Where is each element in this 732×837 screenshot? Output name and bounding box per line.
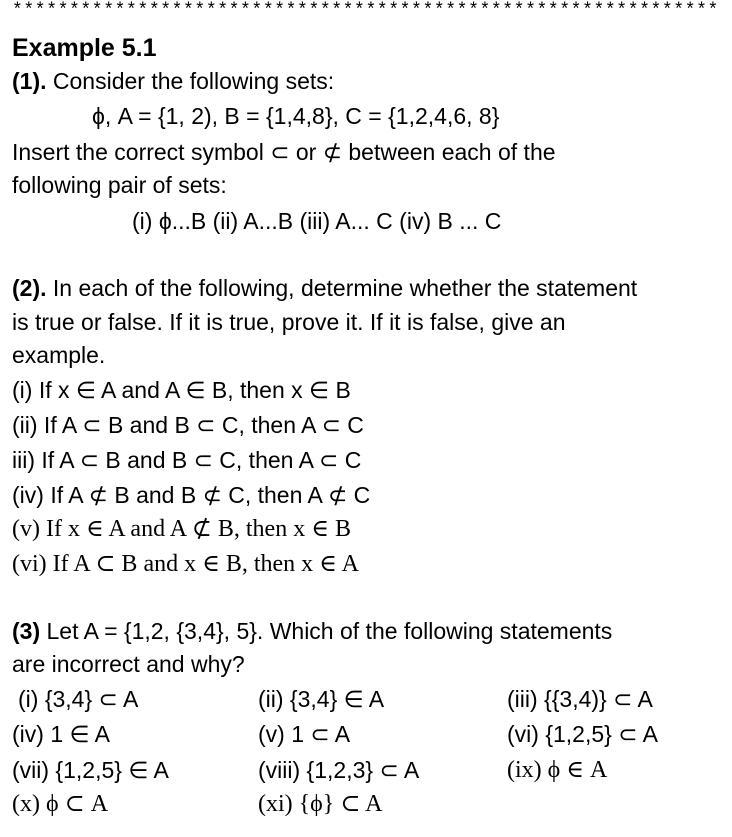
q2-item: (v) If x ∈ A and A ⊄ B, then x ∈ B <box>12 516 351 542</box>
q3-statement: (i) {3,4} ⊂ A <box>18 686 139 712</box>
q1-instruction-line1: Insert the correct symbol ⊂ or ⊄ between each of the <box>12 139 556 165</box>
q3-statement: (vi) {1,2,5} ⊂ A <box>507 721 658 747</box>
q2-intro-line3: example. <box>12 342 106 368</box>
q3-statement: (viii) {1,2,3} ⊂ A <box>258 757 420 783</box>
q1-pairs: (i) ϕ...B (ii) A...B (iii) A... C (iv) B ... C <box>132 208 502 234</box>
q3-statement: (xi) {ϕ} ⊂ A <box>258 791 383 817</box>
q2-item: (iv) If A ⊄ B and B ⊄ C, then A ⊄ C <box>12 482 371 508</box>
q3-statement: (x) ϕ ⊂ A <box>12 791 109 817</box>
q2-intro-line2: is true or false. If it is true, prove it. If it is false, give an <box>12 309 566 335</box>
q2-item: (ii) If A ⊂ B and B ⊂ C, then A ⊂ C <box>12 412 364 438</box>
q1-intro <box>12 66 334 96</box>
q2-intro-text: In each of the following, determine whether the statement <box>46 275 638 301</box>
q3-statement: (iv) 1 ∈ A <box>12 721 110 747</box>
q2-intro-line1 <box>12 273 637 303</box>
q3-statement: (iii) {{3,4)} ⊂ A <box>507 686 653 712</box>
q3-statement: (ix) ϕ ∈ A <box>507 757 608 783</box>
q1-number: (1). <box>12 68 47 94</box>
q1-instruction-line2: following pair of sets: <box>12 172 227 198</box>
q2-number: (2). <box>12 275 47 301</box>
q3-intro-line1 <box>12 616 612 646</box>
q2-item: (i) If x ∈ A and A ∈ B, then x ∈ B <box>12 377 351 403</box>
q3-intro-text: Let A = {1,2, {3,4}, 5}. Which of the following statements <box>40 618 613 644</box>
example-title: Example 5.1 <box>12 34 157 62</box>
q1-sets: ϕ, A = {1, 2), B = {1,4,8}, C = {1,2,4,6, 8} <box>92 103 500 129</box>
q2-item: iii) If A ⊂ B and B ⊂ C, then A ⊂ C <box>12 447 362 473</box>
q3-number: (3) <box>12 618 41 644</box>
q3-intro-line2: are incorrect and why? <box>12 651 245 677</box>
q3-statement: (vii) {1,2,5} ∈ A <box>12 757 169 783</box>
separator-line: ************************************************************** <box>12 1 719 21</box>
q1-intro-text: Consider the following sets: <box>46 68 335 94</box>
q2-item: (vi) If A ⊂ B and x ∈ B, then x ∈ A <box>12 551 359 577</box>
q3-statement: (v) 1 ⊂ A <box>258 721 351 747</box>
q3-statement: (ii) {3,4} ∈ A <box>258 686 385 712</box>
